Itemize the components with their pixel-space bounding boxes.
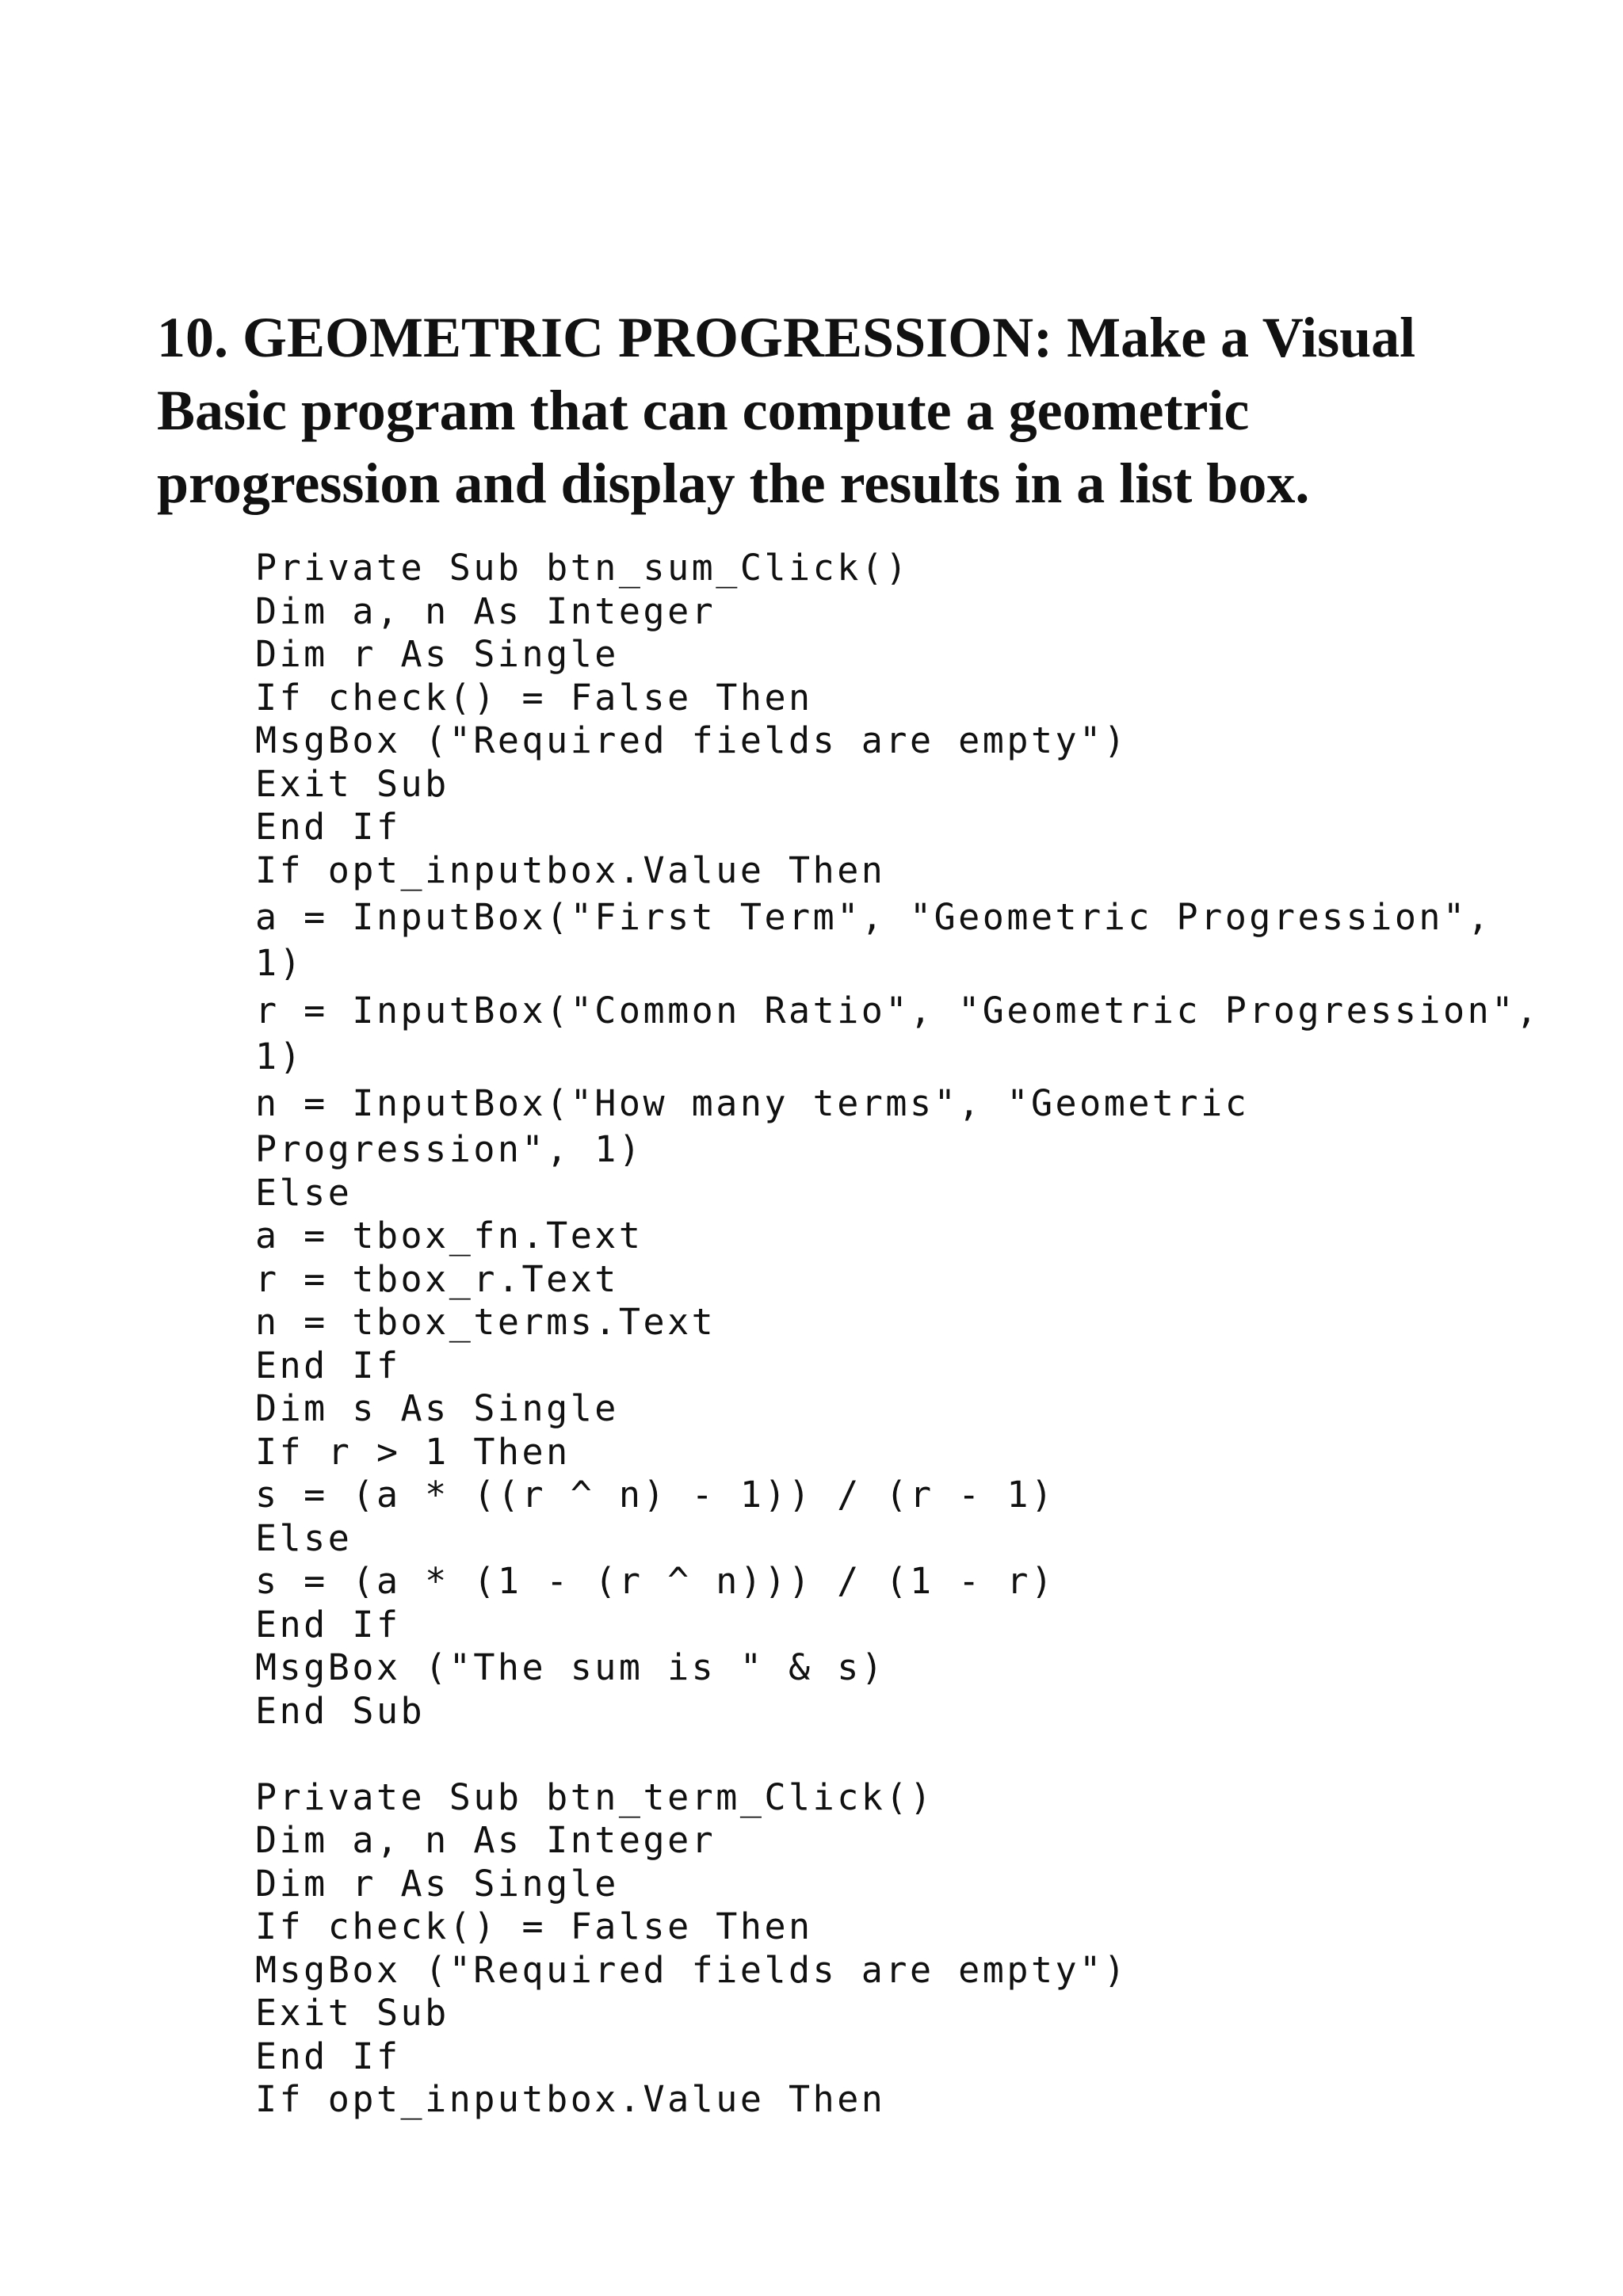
code-line: Dim s As Single — [255, 1387, 619, 1429]
code-line: s = (a * ((r ^ n) - 1)) / (r - 1) — [255, 1474, 1056, 1516]
code-line: Dim r As Single — [255, 1862, 619, 1905]
code-line: n = tbox_terms.Text — [255, 1301, 716, 1343]
code-line: a = InputBox("First Term", "Geometric Progression", — [255, 896, 1492, 938]
code-line: r = InputBox("Common Ratio", "Geometric Progression", — [255, 989, 1541, 1032]
code-listing — [255, 547, 1555, 2122]
code-line: r = tbox_r.Text — [255, 1257, 619, 1300]
code-line: If opt_inputbox.Value Then — [255, 849, 886, 891]
code-line: Else — [255, 1516, 353, 1559]
code-line: a = tbox_fn.Text — [255, 1215, 643, 1257]
code-line: End If — [255, 1603, 401, 1646]
code-line: 1) — [255, 1035, 304, 1077]
code-line: Exit Sub — [255, 762, 449, 805]
code-line: Else — [255, 1171, 353, 1214]
code-line: Dim a, n As Integer — [255, 589, 716, 632]
code-line: If opt_inputbox.Value Then — [255, 2078, 886, 2120]
code-line: Private Sub btn_term_Click() — [255, 1775, 934, 1818]
code-line: MsgBox ("The sum is " & s) — [255, 1646, 886, 1688]
code-line: End If — [255, 1344, 401, 1386]
code-line: If r > 1 Then — [255, 1430, 571, 1473]
code-line: End If — [255, 806, 401, 848]
code-line: End If — [255, 2035, 401, 2077]
code-line: Dim a, n As Integer — [255, 1819, 716, 1861]
code-line: Private Sub btn_sum_Click() — [255, 547, 910, 589]
code-line: MsgBox ("Required fields are empty") — [255, 719, 1128, 761]
code-line: Exit Sub — [255, 1992, 449, 2034]
code-line: End Sub — [255, 1689, 426, 1732]
code-blank-line — [255, 1733, 1555, 1776]
code-line: n = InputBox("How many terms", "Geometric — [255, 1082, 1250, 1124]
code-line: If check() = False Then — [255, 676, 813, 719]
code-line: If check() = False Then — [255, 1905, 813, 1947]
code-line: Dim r As Single — [255, 633, 619, 675]
exercise-heading: 10. GEOMETRIC PROGRESSION: Make a Visual Basic program that can compute a geometric progression and display the results in a list box. — [157, 306, 1416, 515]
code-line: 1) — [255, 942, 304, 984]
code-line: s = (a * (1 - (r ^ n))) / (1 - r) — [255, 1560, 1056, 1602]
code-line: MsgBox ("Required fields are empty") — [255, 1948, 1128, 1991]
code-line: Progression", 1) — [255, 1128, 643, 1170]
